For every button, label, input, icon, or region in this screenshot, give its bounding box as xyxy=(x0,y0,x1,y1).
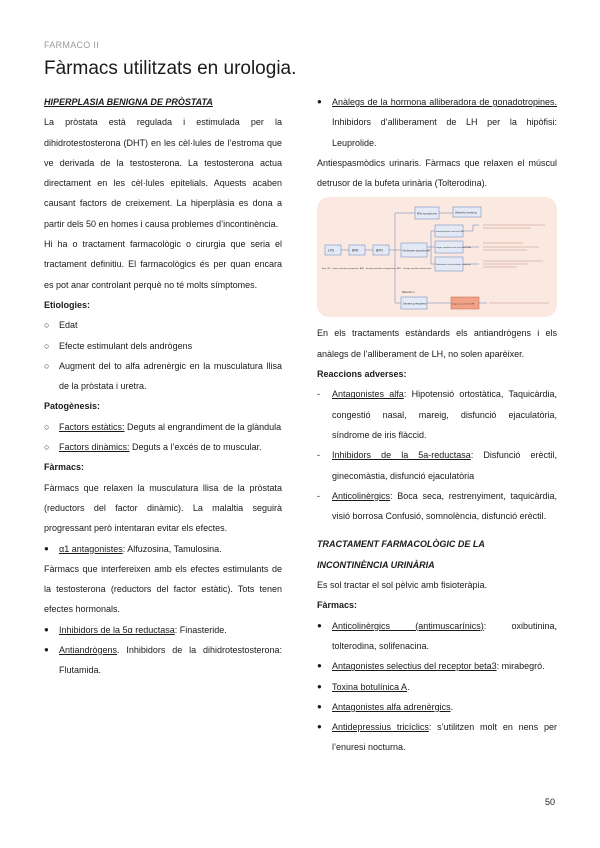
drug-list-static xyxy=(44,620,282,681)
diagram-label: BPE xyxy=(352,248,359,253)
term: Inhibidors de la 5α reductasa xyxy=(59,624,175,635)
pathogenesis-list xyxy=(44,417,282,458)
diagram-label: Small prostate and low PSA xyxy=(436,231,464,234)
diagram-label: Retention xyxy=(402,291,415,295)
section-heading-hbp: HIPERPLASIA BENIGNA DE PRÒSTATA xyxy=(44,97,213,107)
list-item xyxy=(317,677,557,697)
description: Inhibidors d’alliberament de LH per la hipòfisi: Leuprolide. xyxy=(332,117,557,148)
paragraph-treatment: Hi ha o tractament farmacològic o cirurgia que seria el tractament definitiu. El farmacològics és per quan encara es pot anar controlant perquè no té molts símptomes. xyxy=(44,239,282,290)
adverse-reactions-heading: Reaccions adverses: xyxy=(317,369,407,380)
term: Factors estàtics: xyxy=(59,421,125,432)
list-item xyxy=(44,539,282,559)
list-item xyxy=(317,656,557,676)
adverse-reactions-list xyxy=(317,384,557,526)
paragraph-physiotherapy: Es sol tractar el sol pèlvic amb fisioteràpia. xyxy=(317,580,488,591)
description: . xyxy=(407,681,410,692)
description: . xyxy=(450,701,454,712)
diagram-label: LPS xyxy=(328,248,335,253)
page-title: Fàrmacs utilitzats en urologia. xyxy=(44,58,297,79)
diagram-key: Key: LPS – lower prostatic symptoms; BPE – benign prostatic enlargement; BPO – benign prostatic obstruction xyxy=(322,268,432,271)
description: : Alfuzosina, Tamulosina. xyxy=(122,543,222,554)
drugs-heading-incontinence: Fàrmacs: xyxy=(317,600,358,611)
etiologies-heading: Etiologies: xyxy=(44,299,91,310)
term: Factors dinàmics: xyxy=(59,442,130,453)
list-item xyxy=(44,620,282,640)
paragraph-standard-treatment: En els tractaments estàndards els antiandrògens i els anàlegs de l’alliberament de LH, no solen aparèixer. xyxy=(317,328,557,359)
description: Deguts a l’excés de to muscular. xyxy=(129,442,262,453)
diagram-label: Larger prostate and increased PSA xyxy=(436,247,471,250)
term: Anàlegs de la hormona alliberadora de gonadotropines. xyxy=(332,97,557,107)
drugs-heading: Fàrmacs: xyxy=(44,462,85,473)
drug-list-dynamic xyxy=(44,539,282,559)
section-heading-incontinence: TRACTAMENT FARMACOLÒGIC DE LA INCONTINÈNCIA URINÀRIA xyxy=(317,539,485,570)
description: : Finasteride. xyxy=(174,624,227,635)
diagram-label: Moderate symptoms xyxy=(402,249,430,253)
diagram-label: Surgery, resection of BPO xyxy=(452,303,476,306)
description: : Boca seca, restrenyiment, taquicàrdia, visió borrosa Confusió, somnolència, disfunció erèctil. xyxy=(332,490,557,522)
description: : s’utilitzen molt en nens per l’enuresi nocturna. xyxy=(332,722,558,753)
list-item: ○ Augment del to alfa adrenèrgic en la musculatura llisa de la pròstata i uretra. xyxy=(44,356,282,397)
etiologies-list xyxy=(44,315,282,396)
description: : oxibutinina, tolterodina, solifenacina. xyxy=(332,620,557,651)
page-number: 50 xyxy=(545,797,556,807)
list-item xyxy=(44,417,282,437)
term: Antiandrògens xyxy=(59,645,118,656)
list-item xyxy=(317,92,557,153)
diagram-label: Watchful waiting xyxy=(455,211,477,215)
diagram-label: Mild symptoms xyxy=(417,212,437,216)
description: : mirabegró. xyxy=(496,661,545,672)
incontinence-drug-list xyxy=(317,616,557,758)
list-item: ○ Efecte estimulant dels andrògens xyxy=(44,336,282,356)
list-item xyxy=(44,437,282,457)
list-item xyxy=(317,616,557,657)
diagram-label: Severe symptoms xyxy=(403,302,427,306)
paragraph-dynamic: Fàrmacs que relaxen la musculatura llisa de la pròstata (reductors del factor dinàmic). La malaltia seguirà progressant però intentaran evitar els efectes. xyxy=(44,482,282,534)
term: Toxina botulínica A xyxy=(332,681,408,692)
term: Antagonistes alfa adrenèrgics xyxy=(332,701,451,712)
term: Inhibidors de la 5a-reductasa xyxy=(332,450,471,461)
term: α1 antagonistes xyxy=(59,543,123,554)
drug-list-hormonal xyxy=(317,92,557,153)
term: Antidepressius tricíclics xyxy=(332,722,429,733)
paragraph-regulation: La pròstata està regulada i estimulada per la dihidrotestosterona (DHT) en les cèl·lules de l’estroma que ve derivada de la testosterona. La testosterona actua directament en les cèl·lules epitelials. Aquests acaben causant factors de creixement. La hiperplàsia es dona a partir dels 50 en homes i causa problemes d’incontinència. xyxy=(44,117,282,229)
term: Antagonistes alfa xyxy=(332,389,404,400)
description: : Disfunció erèctil, ginecomàstia, disfunció ejaculatòria xyxy=(332,450,557,481)
running-header: FARMACO II xyxy=(44,40,100,50)
list-item: ○ Edat xyxy=(44,315,282,335)
list-item xyxy=(317,486,557,527)
term: Antagonistes selectius del receptor beta3 xyxy=(332,661,497,672)
pathogenesis-heading: Patogènesis: xyxy=(44,401,101,412)
treatment-flow-diagram xyxy=(317,197,557,317)
paragraph-antispasmodics: Antiespasmòdics urinaris. Fàrmacs que relaxen el múscul detrusor de la bufeta urinària (Tolterodina). xyxy=(317,157,557,189)
diagram-label: BPO xyxy=(376,248,384,253)
list-item xyxy=(317,697,557,717)
list-item xyxy=(317,717,557,758)
description: : Hipotensió ortostàtica, Taquicàrdia, congestió nasal, mareig, disfunció ejaculatòria, síndrome de iris flàccid. xyxy=(332,389,557,440)
list-item xyxy=(317,384,557,445)
paragraph-static: Fàrmacs que interfereixen amb els efectes estimulants de la testosterona (reductors del factor estàtic). Tots tenen efectes hormonals. xyxy=(44,563,282,615)
left-column xyxy=(44,92,282,681)
right-column xyxy=(317,92,557,758)
description: . Inhibidors de la dihidrotestosterona: Flutamida. xyxy=(59,645,282,676)
list-item xyxy=(317,445,557,486)
term: Anticolinèrgics xyxy=(332,490,391,501)
description: Deguts al engrandiment de la glàndula xyxy=(124,421,282,432)
list-item xyxy=(44,640,282,681)
diagram-label: Predominant irritative bladder symptoms xyxy=(436,264,471,267)
term: Anticolinèrgics (antimuscarínics) xyxy=(332,620,484,631)
